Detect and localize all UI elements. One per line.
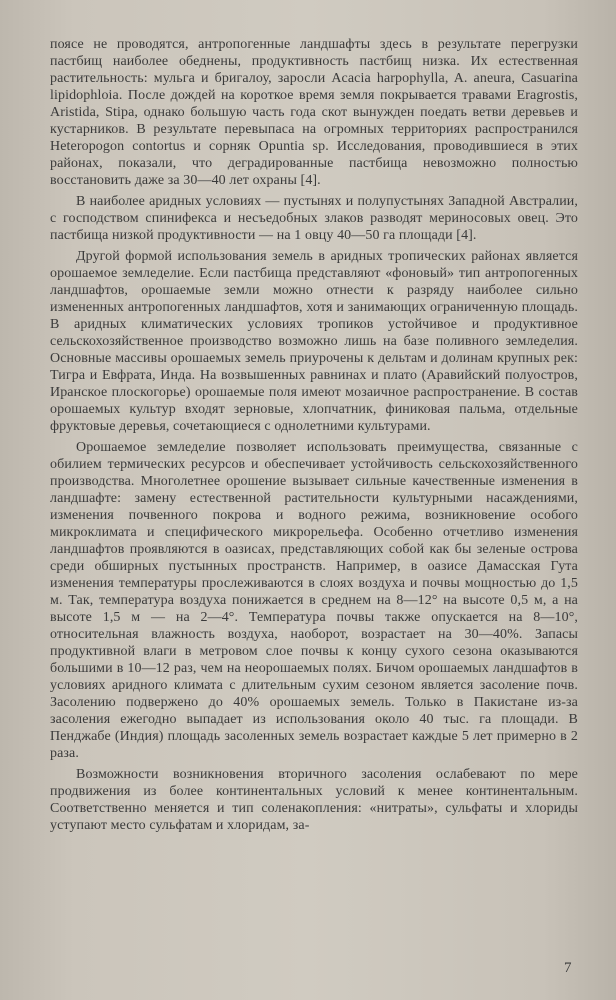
- paragraph-2: В наиболее аридных условиях — пустынях и полупустынях Западной Австралии, с господством спинифекса и несъедобных злаков разводят мериносовых овец. Это пастбища низкой продуктивности — на 1 овцу 40—50 га площади [4].: [50, 194, 578, 243]
- paragraph-4: Орошаемое земледелие позволяет использовать преимущества, связанные с обилием термических ресурсов и обеспечивает устойчивость сельскохозяйственного производства. Многолетнее орошение вызывает сильные качественные изменения в ландшафте: замену естественной растительности культурными насаждениями, изменения почвенного покрова и водного режима, возникновение особого микроклимата и специфического микрорельефа. Особенно отчетливо изменения ландшафтов проявляются в оазисах, представляющих собой как бы зеленые острова среди обширных пустынных пространств. Например, в оазисе Дамасская Гута изменения температуры прослеживаются в слоях воздуха и почвы мощностью до 1,5 м. Так, температура воздуха понижается в среднем на 8—12° на высоте 0,5 м, а на высоте 1,5 м — на 2—4°. Температура почвы также опускается на 8—10°, относительная влажность воздуха, наоборот, возрастает на 30—40%. Запасы продуктивной влаги в метровом слое почвы к концу сухого сезона оказываются большими в 10—12 раз, чем на неорошаемых полях. Бичом орошаемых ландшафтов в условиях аридного климата с длительным сухим сезоном является засоление почв. Засолению подвержено до 40% орошаемых земель. Только в Пакистане из-за засоления ежегодно выпадает из использования около 40 тыс. га площади. В Пенджабе (Индия) площадь засоленных земель возрастает каждые 5 лет примерно в 2 раза.: [50, 440, 578, 761]
- paragraph-5: Возможности возникновения вторичного засоления ослабевают по мере продвижения из более континентальных условий к менее континентальным. Соответственно меняется и тип соленакопления: «нитраты», сульфаты и хлориды уступают место сульфатам и хлоридам, за-: [50, 767, 578, 833]
- paragraph-1: поясе не проводятся, антропогенные ландшафты здесь в результате перегрузки пастбищ наиболее обеднены, продуктивность пастбищ низка. Их естественная растительность: мульга и бригалоу, заросли Acacia harpophylla, A. aneura, Casuarina lipidophloia. После дождей на короткое время земля покрывается травами Eragrostis, Aristida, Stipa, однако большую часть года скот вынужден поедать ветви деревьев и кустарников. В результате перевыпаса на огромных территориях распространился Heteropogon contortus и сорняк Opuntia sp. Исследования, проводившиеся в этих районах, показали, что деградированные пастбища невозможно полностью восстановить даже за 30—40 лет охраны [4].: [50, 37, 579, 188]
- body-text: [50, 36, 578, 838]
- paragraph-3: Другой формой использования земель в аридных тропических районах является орошаемое земледелие. Если пастбища представляют «фоновый» тип антропогенных ландшафтов, орошаемые земли можно отнести к разряду наиболее сильно измененных антропогенных ландшафтов, хотя и занимающих ограниченную площадь. В аридных климатических условиях тропиков устойчивое и продуктивное сельскохозяйственное производство возможно лишь на базе поливного земледелия. Основные массивы орошаемых земель приурочены к дельтам и долинам крупных рек: Тигра и Евфрата, Инда. На возвышенных равнинах и плато (Аравийский полуостров, Иранское плоскогорье) орошаемые поля имеют мозаичное распространение. В состав орошаемых культур входят зерновые, хлопчатник, финиковая пальма, отдельные фруктовые деревья, сочетающиеся с однолетними культурами.: [50, 249, 578, 434]
- page-number: 7: [564, 960, 572, 976]
